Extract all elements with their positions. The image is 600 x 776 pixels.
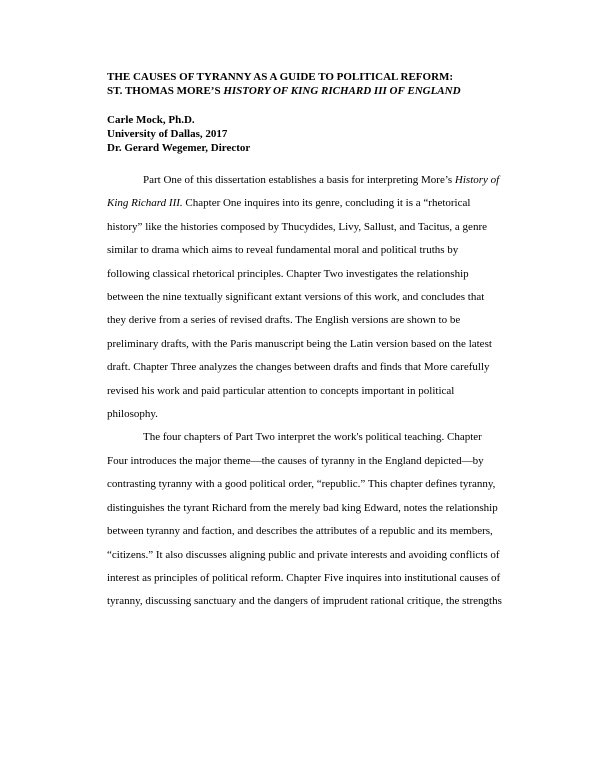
text-run: following classical rhetorical principles. Chapter Two investigates the relationship	[107, 267, 469, 280]
text-line	[107, 473, 525, 496]
text-line	[107, 169, 525, 192]
text-line	[107, 286, 525, 309]
title-line-1: THE CAUSES OF TYRANNY AS A GUIDE TO POLITICAL REFORM:	[107, 71, 454, 83]
author-name: Carle Mock, Ph.D.	[107, 114, 195, 126]
body-paragraph	[107, 169, 525, 426]
text-run: contrasting tyranny with a good political order, “republic.” This chapter defines tyranny,	[107, 478, 496, 491]
text-run: revised his work and paid particular attention to concepts important in political	[107, 384, 455, 397]
text-run: distinguishes the tyrant Richard from the merely bad king Edward, notes the relationship	[107, 501, 498, 514]
text-line	[107, 333, 525, 356]
italic-text: King Richard III.	[107, 197, 183, 210]
italic-text: History of	[454, 174, 500, 186]
text-run: history” like the histories composed by Thucydides, Livy, Sallust, and Tacitus, a genre	[107, 220, 487, 233]
text-line	[107, 520, 525, 543]
document-title	[107, 70, 525, 98]
title-line-2-italic: HISTORY OF KING RICHARD III OF ENGLAND	[223, 85, 461, 97]
text-run: between tyranny and faction, and describes the attributes of a republic and its members,	[107, 525, 493, 538]
text-run: The four chapters of Part Two interpret the work's political teaching. Chapter	[143, 431, 482, 444]
body-paragraph	[107, 426, 525, 613]
author-block	[107, 113, 525, 155]
text-line	[107, 450, 525, 473]
text-line	[107, 216, 525, 239]
text-run: Four introduces the major theme—the causes of tyranny in the England depicted—by	[107, 454, 484, 467]
text-line	[107, 544, 525, 567]
text-line	[107, 356, 525, 379]
text-line	[107, 380, 525, 403]
title-line-2-prefix: ST. THOMAS MORE’S	[107, 85, 224, 97]
text-line	[107, 192, 525, 215]
text-run: they derive from a series of revised drafts. The English versions are shown to be	[107, 314, 461, 327]
text-run: similar to drama which aims to reveal fundamental moral and political truths by	[107, 244, 459, 257]
institution-year: University of Dallas, 2017	[107, 128, 228, 140]
title-line-2	[107, 84, 525, 98]
text-run: between the nine textually significant extant versions of this work, and concludes that	[107, 291, 485, 304]
text-run: Chapter One inquires into its genre, concluding it is a “rhetorical	[182, 197, 471, 210]
text-run: “citizens.” It also discusses aligning public and private interests and avoiding conflicts of	[107, 548, 500, 561]
page-content	[107, 70, 525, 614]
text-run: interest as principles of political reform. Chapter Five inquires into institutional causes of	[107, 571, 501, 584]
text-line	[107, 239, 525, 262]
text-line	[107, 590, 525, 613]
text-line	[107, 309, 525, 332]
text-line	[107, 426, 525, 449]
text-line	[107, 263, 525, 286]
text-run: tyranny, discussing sanctuary and the dangers of imprudent rational critique, the strengths	[107, 595, 502, 608]
text-run: Part One of this dissertation establishes a basis for interpreting More’s	[143, 174, 455, 186]
text-run: philosophy.	[107, 408, 158, 421]
text-line	[107, 403, 525, 426]
text-run: draft. Chapter Three analyzes the changes between drafts and finds that More carefully	[107, 361, 490, 374]
text-line	[107, 497, 525, 520]
text-run: preliminary drafts, with the Paris manuscript being the Latin version based on the latest	[107, 337, 492, 350]
director-name: Dr. Gerard Wegemer, Director	[107, 142, 251, 154]
text-line	[107, 567, 525, 590]
abstract-body	[107, 169, 525, 614]
